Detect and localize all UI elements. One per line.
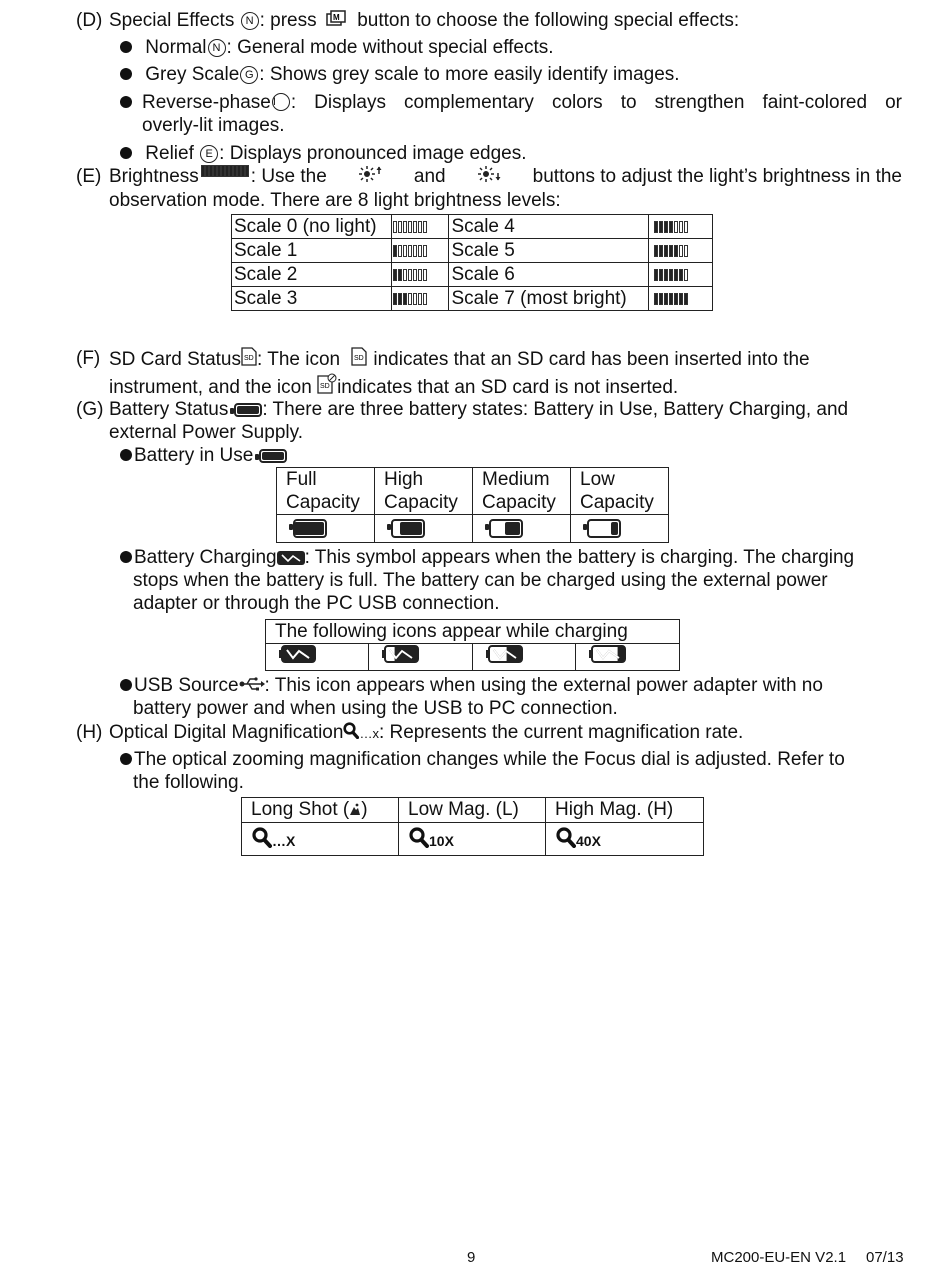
- sd-card-icon: [241, 347, 257, 372]
- brightness-scale-label: Scale 4: [449, 215, 649, 239]
- magnification-value-cell: 40X: [546, 823, 704, 856]
- list-item: Grey Scale G : Shows grey scale to more easily identify images.: [120, 63, 680, 86]
- normal-circle-icon: N: [241, 12, 259, 30]
- table-row: [232, 215, 713, 239]
- brightness-table: [231, 214, 713, 311]
- charging-icons-table: [265, 619, 680, 671]
- magnification-value-cell: …X: [242, 823, 399, 856]
- section-h-line1: Optical Digital Magnification …x: Represents the current magnification rate.: [109, 722, 744, 743]
- section-g-line1: Battery Status : There are three battery states: Battery in Use, Battery Charging, and: [109, 399, 849, 420]
- section-h-title: Optical Digital Magnification: [109, 722, 344, 743]
- section-g-title: Battery Status: [109, 399, 229, 420]
- brightness-scale-label: Scale 2: [232, 263, 392, 287]
- magnification-table: [241, 797, 704, 856]
- capacity-icon-cell: [375, 515, 473, 543]
- magnification-line2: the following.: [133, 772, 244, 793]
- bullet-icon: [120, 96, 132, 108]
- mag-header-long-shot: Long Shot ( ): [242, 798, 399, 823]
- bullet-icon: [120, 41, 132, 53]
- table-row: [232, 287, 713, 311]
- sd-card-icon: [351, 347, 367, 372]
- magnifier-icon: [252, 827, 272, 854]
- brightness-scale-label: Scale 1: [232, 239, 392, 263]
- page-number: 9: [467, 1249, 476, 1266]
- brightness-level-icon: [393, 221, 427, 233]
- brightness-scale-icon: [392, 287, 449, 311]
- magnifier-icon: [556, 827, 576, 854]
- mountain-icon: [349, 799, 361, 822]
- section-f-line2: instrument, and the icon SD indicates that an SD card is not inserted.: [109, 373, 678, 400]
- section-f-line1: SD Card Status SD : The icon SD indicates that an SD card has been inserted into the: [109, 349, 810, 370]
- bullet-icon: [120, 147, 132, 159]
- battery-level-icon: [391, 519, 425, 538]
- charging-stage-icon: [278, 645, 316, 669]
- svg-text:SD: SD: [244, 355, 254, 362]
- brightness-level-icon: [393, 245, 427, 257]
- brightness-scale-label: Scale 5: [449, 239, 649, 263]
- brightness-scale-icon: [392, 239, 449, 263]
- bullet-icon: [120, 551, 132, 563]
- brightness-scale-label: Scale 6: [449, 263, 649, 287]
- brightness-level-icon: [393, 269, 427, 281]
- list-item: Battery Charging : This symbol appears when the battery is charging. The charging: [120, 546, 854, 569]
- section-d-heading: Special Effects N : press M button to choose the following special effects:: [109, 9, 739, 34]
- battery-level-icon: [293, 519, 327, 538]
- charging-icon-cell: [369, 644, 472, 671]
- charging-line3: adapter or through the PC USB connection.: [133, 593, 500, 614]
- section-h-label: (H): [76, 722, 103, 743]
- list-item: Reverse-phase I : Displays complementary colors to strengthen faint-colored or overly-lit images.: [120, 91, 902, 137]
- reverse-circle-icon: I: [272, 93, 290, 111]
- list-item: Battery in Use: [120, 444, 287, 467]
- bullet-icon: [120, 68, 132, 80]
- mag-header-high: High Mag. (H): [546, 798, 704, 823]
- charging-stage-icon: [485, 645, 523, 669]
- charging-icon-cell: [576, 644, 680, 671]
- magnifier-icon: [343, 722, 359, 745]
- normal-circle-icon: N: [208, 39, 226, 57]
- brightness-up-icon: [358, 165, 382, 189]
- capacity-icon-cell: [473, 515, 571, 543]
- section-e-paragraph: Brightness : Use the and buttons to adjust the light’s brightness in the observation mode. There are 8 light brightness levels:: [109, 166, 902, 211]
- battery-charging-icon: [277, 551, 305, 565]
- brightness-scale-label: Scale 0 (no light): [232, 215, 392, 239]
- brightness-bars-icon: [201, 165, 249, 189]
- charging-icon-cell: [472, 644, 575, 671]
- svg-text:SD: SD: [320, 383, 330, 390]
- brightness-scale-label: Scale 7 (most bright): [449, 287, 649, 311]
- list-item: Normal N : General mode without special effects.: [120, 36, 554, 59]
- bullet-icon: [120, 449, 132, 461]
- battery-icon: [234, 403, 262, 417]
- capacity-header: Full Capacity: [277, 468, 375, 515]
- effects-button-icon: [326, 10, 348, 34]
- table-row: [232, 263, 713, 287]
- bullet-icon: [120, 679, 132, 691]
- battery-level-icon: [489, 519, 523, 538]
- charging-icon-cell: [266, 644, 369, 671]
- brightness-level-icon: [654, 293, 688, 305]
- capacity-header: Low Capacity: [571, 468, 669, 515]
- section-g-label: (G): [76, 399, 104, 420]
- svg-text:M: M: [332, 13, 340, 22]
- brightness-scale-icon: [649, 263, 713, 287]
- usb-icon: [239, 674, 265, 697]
- capacity-header: High Capacity: [375, 468, 473, 515]
- section-f-label: (F): [76, 348, 101, 369]
- usb-line2: battery power and when using the USB to PC connection.: [133, 698, 618, 719]
- battery-capacity-table: [276, 467, 669, 543]
- section-g-line2: external Power Supply.: [109, 422, 303, 443]
- charging-table-header: The following icons appear while charging: [266, 620, 680, 644]
- section-d-label: (D): [76, 10, 103, 31]
- bullet-icon: [120, 753, 132, 765]
- brightness-level-icon: [654, 221, 688, 233]
- battery-level-icon: [587, 519, 621, 538]
- charging-stage-icon: [381, 645, 419, 669]
- section-f-title: SD Card Status: [109, 349, 241, 370]
- svg-text:SD: SD: [354, 355, 365, 362]
- document-date: 07/13: [866, 1249, 904, 1266]
- brightness-level-icon: [654, 269, 688, 281]
- brightness-level-icon: [654, 245, 688, 257]
- battery-icon: [259, 449, 287, 463]
- magnifier-icon: [409, 827, 429, 854]
- section-e-label: (E): [76, 166, 102, 187]
- brightness-scale-icon: [649, 239, 713, 263]
- brightness-scale-label: Scale 3: [232, 287, 392, 311]
- list-item: USB Source : This icon appears when using the external power adapter with no: [120, 674, 823, 697]
- sd-card-missing-icon: [317, 373, 337, 400]
- list-item: Relief E : Displays pronounced image edges.: [120, 142, 527, 165]
- capacity-header: Medium Capacity: [473, 468, 571, 515]
- capacity-icon-cell: [277, 515, 375, 543]
- table-row: [232, 239, 713, 263]
- brightness-scale-icon: [392, 215, 449, 239]
- brightness-scale-icon: [392, 263, 449, 287]
- brightness-scale-icon: [649, 215, 713, 239]
- brightness-down-icon: [477, 165, 501, 189]
- charging-stage-icon: [588, 645, 626, 669]
- capacity-icon-cell: [571, 515, 669, 543]
- section-e-title: Brightness: [109, 166, 199, 187]
- document-id: MC200-EU-EN V2.1: [711, 1249, 847, 1266]
- section-d-title: Special Effects: [109, 10, 235, 31]
- grey-circle-icon: G: [240, 66, 258, 84]
- charging-line2: stops when the battery is full. The battery can be charged using the external power: [133, 570, 828, 591]
- mag-header-low: Low Mag. (L): [399, 798, 546, 823]
- brightness-level-icon: [393, 293, 427, 305]
- magnification-value-cell: 10X: [399, 823, 546, 856]
- list-item: The optical zooming magnification changes while the Focus dial is adjusted. Refer to: [120, 748, 845, 771]
- brightness-scale-icon: [649, 287, 713, 311]
- relief-circle-icon: E: [200, 145, 218, 163]
